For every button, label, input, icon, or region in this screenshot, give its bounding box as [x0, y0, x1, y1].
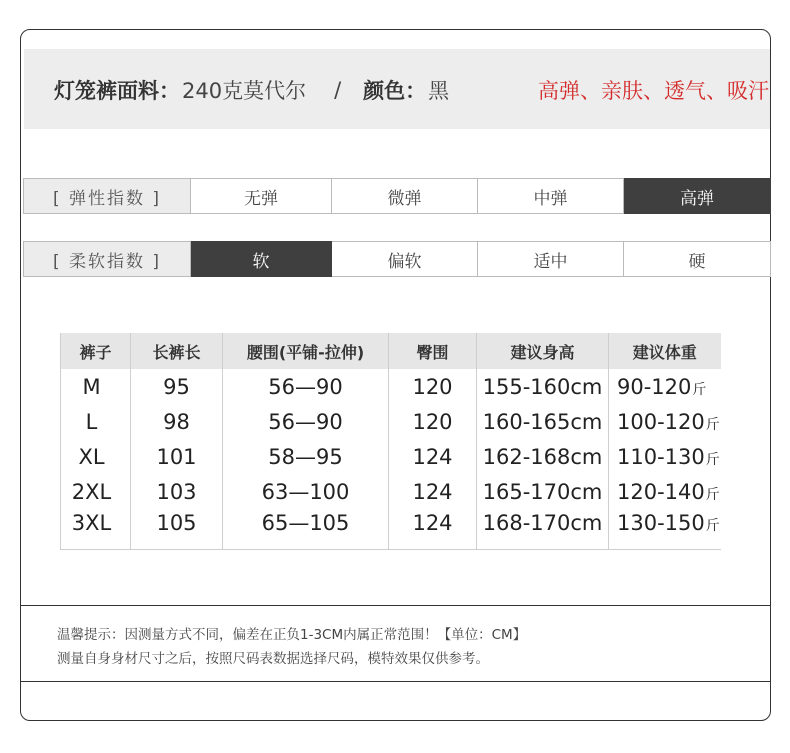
cell-weight — [609, 404, 721, 439]
weight-unit: 斤 — [705, 416, 720, 433]
material-row — [54, 75, 769, 105]
size-table — [60, 333, 721, 550]
cell-length: 101 — [131, 439, 223, 474]
cell-size: 2XL — [61, 474, 131, 509]
cell-height: 168-170cm — [477, 509, 609, 550]
weight-value: 90-120 — [617, 374, 692, 399]
cell-hip: 124 — [389, 474, 477, 509]
softness-label: [ 柔软指数 ] — [23, 241, 191, 277]
weight-unit: 斤 — [705, 451, 720, 468]
cell-height: 165-170cm — [477, 474, 609, 509]
cell-height: 155-160cm — [477, 369, 609, 404]
cell-height: 162-168cm — [477, 439, 609, 474]
weight-unit: 斤 — [692, 381, 707, 398]
cell-size: XL — [61, 439, 131, 474]
color-value: 黑 — [428, 79, 450, 103]
header-weight: 建议体重 — [609, 333, 721, 369]
softness-option-hard: 硬 — [624, 241, 771, 277]
elasticity-option-medium: 中弹 — [478, 178, 624, 214]
table-row — [61, 439, 721, 474]
cell-waist: 56—90 — [223, 404, 389, 439]
feature-list: 高弹、亲肤、透气、吸汗 — [538, 79, 769, 103]
material-banner — [24, 49, 770, 129]
fabric-value: 240克莫代尔 — [182, 79, 307, 103]
cell-hip: 120 — [389, 404, 477, 439]
elasticity-label: [ 弹性指数 ] — [23, 178, 191, 214]
cell-weight — [609, 439, 721, 474]
weight-value: 130-150 — [617, 511, 705, 535]
cell-weight — [609, 369, 721, 404]
tip-line-2: 测量自身身材尺寸之后，按照尺码表数据选择尺码，模特效果仅供参考。 — [57, 651, 489, 667]
tip-line-1: 温馨提示：因测量方式不同，偏差在正负1-3CM内属正常范围！【单位：CM】 — [57, 627, 527, 643]
tips — [57, 623, 526, 671]
cell-size: M — [61, 369, 131, 404]
elasticity-option-slight: 微弹 — [332, 178, 478, 214]
cell-length: 103 — [131, 474, 223, 509]
cell-waist: 65—105 — [223, 509, 389, 550]
elasticity-index — [23, 178, 771, 214]
table-row — [61, 404, 721, 439]
cell-length: 98 — [131, 404, 223, 439]
table-row — [61, 369, 721, 404]
size-chart — [60, 333, 720, 550]
weight-unit: 斤 — [705, 486, 720, 503]
elasticity-option-high: 高弹 — [624, 178, 771, 214]
cell-weight — [609, 509, 721, 550]
fabric-label: 灯笼裤面料： — [54, 79, 180, 103]
cell-size: L — [61, 404, 131, 439]
cell-hip: 124 — [389, 509, 477, 550]
header-waist: 腰围(平铺-拉伸) — [223, 333, 389, 369]
cell-length: 95 — [131, 369, 223, 404]
divider-top — [21, 605, 771, 606]
weight-value: 110-130 — [617, 444, 705, 469]
elasticity-option-none: 无弹 — [191, 178, 332, 214]
header-length: 长裤长 — [131, 333, 223, 369]
header-size: 裤子 — [61, 333, 131, 369]
softness-option-moderate: 适中 — [478, 241, 624, 277]
table-header-row — [61, 333, 721, 369]
cell-waist: 56—90 — [223, 369, 389, 404]
table-row — [61, 474, 721, 509]
cell-size: 3XL — [61, 509, 131, 550]
weight-value: 100-120 — [617, 409, 705, 434]
softness-option-slightly-soft: 偏软 — [332, 241, 478, 277]
cell-hip: 124 — [389, 439, 477, 474]
header-height: 建议身高 — [477, 333, 609, 369]
cell-length: 105 — [131, 509, 223, 550]
cell-waist: 58—95 — [223, 439, 389, 474]
weight-unit: 斤 — [705, 518, 720, 534]
cell-height: 160-165cm — [477, 404, 609, 439]
cell-waist: 63—100 — [223, 474, 389, 509]
softness-index — [23, 241, 771, 277]
table-row — [61, 509, 721, 550]
cell-hip: 120 — [389, 369, 477, 404]
softness-option-soft: 软 — [191, 241, 332, 277]
header-hip: 臀围 — [389, 333, 477, 369]
divider-bottom — [21, 681, 771, 682]
color-label: 颜色： — [363, 79, 427, 103]
cell-weight — [609, 474, 721, 509]
separator: / — [334, 78, 342, 102]
weight-value: 120-140 — [617, 479, 705, 504]
